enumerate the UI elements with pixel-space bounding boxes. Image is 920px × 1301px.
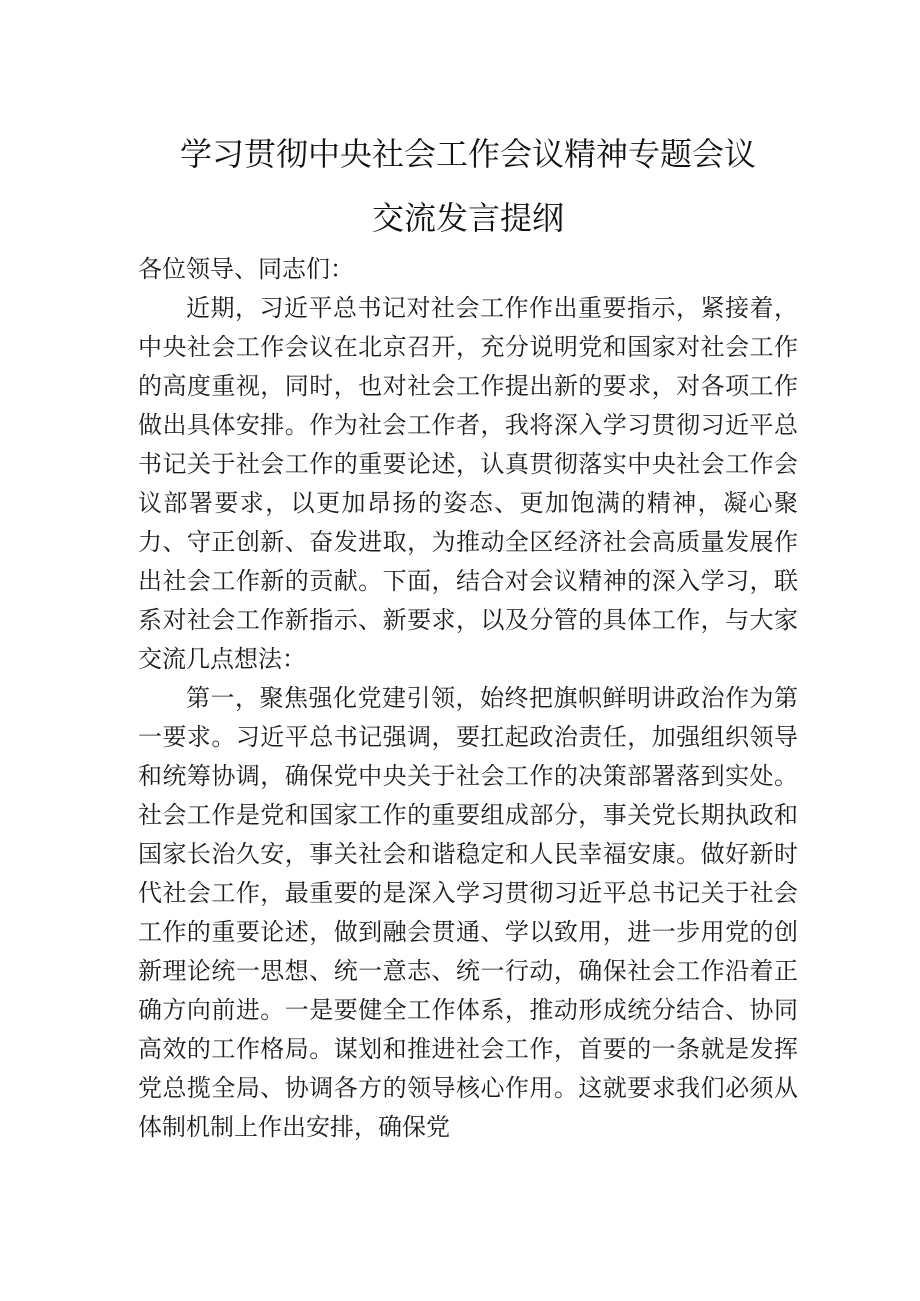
paragraph-intro: 近期，习近平总书记对社会工作作出重要指示，紧接着，中央社会工作会议在北京召开，充分说明党和国家对社会工作的高度重视，同时，也对社会工作提出新的要求，对各项工作做出具体安排。作为社会工作者，我将深入学习贯彻习近平总书记关于社会工作的重要论述，认真贯彻落实中央社会工作会议部署要求，以更加昂扬的姿态、更加饱满的精神，凝心聚力、守正创新、奋发进取，为推动全区经济社会高质量发展作出社会工作新的贡献。下面，结合对会议精神的深入学习，联系对社会工作新指示、新要求，以及分管的具体工作，与大家交流几点想法： bbox=[138, 294, 798, 673]
document-title-line-2: 交流发言提纲 bbox=[371, 199, 564, 237]
document-title-line-1: 学习贯彻中央社会工作会议精神专题会议 bbox=[179, 135, 756, 173]
salutation: 各位领导、同志们： bbox=[138, 255, 354, 283]
document-body bbox=[138, 250, 798, 1147]
paragraph-first-point: 第一，聚焦强化党建引领，始终把旗帜鲜明讲政治作为第一要求。习近平总书记强调，要扛起政治责任，加强组织领导和统筹协调，确保党中央关于社会工作的决策部署落到实处。社会工作是党和国家工作的重要组成部分，事关党长期执政和国家长治久安，事关社会和谐稳定和人民幸福安康。做好新时代社会工作，最重要的是深入学习贯彻习近平总书记关于社会工作的重要论述，做到融会贯通、学以致用，进一步用党的创新理论统一思想、统一意志、统一行动，确保社会工作沿着正确方向前进。一是要健全工作体系，推动形成统分结合、协同高效的工作格局。谋划和推进社会工作，首要的一条就是发挥党总揽全局、协调各方的领导核心作用。这就要求我们必须从体制机制上作出安排，确保党 bbox=[138, 684, 798, 1141]
